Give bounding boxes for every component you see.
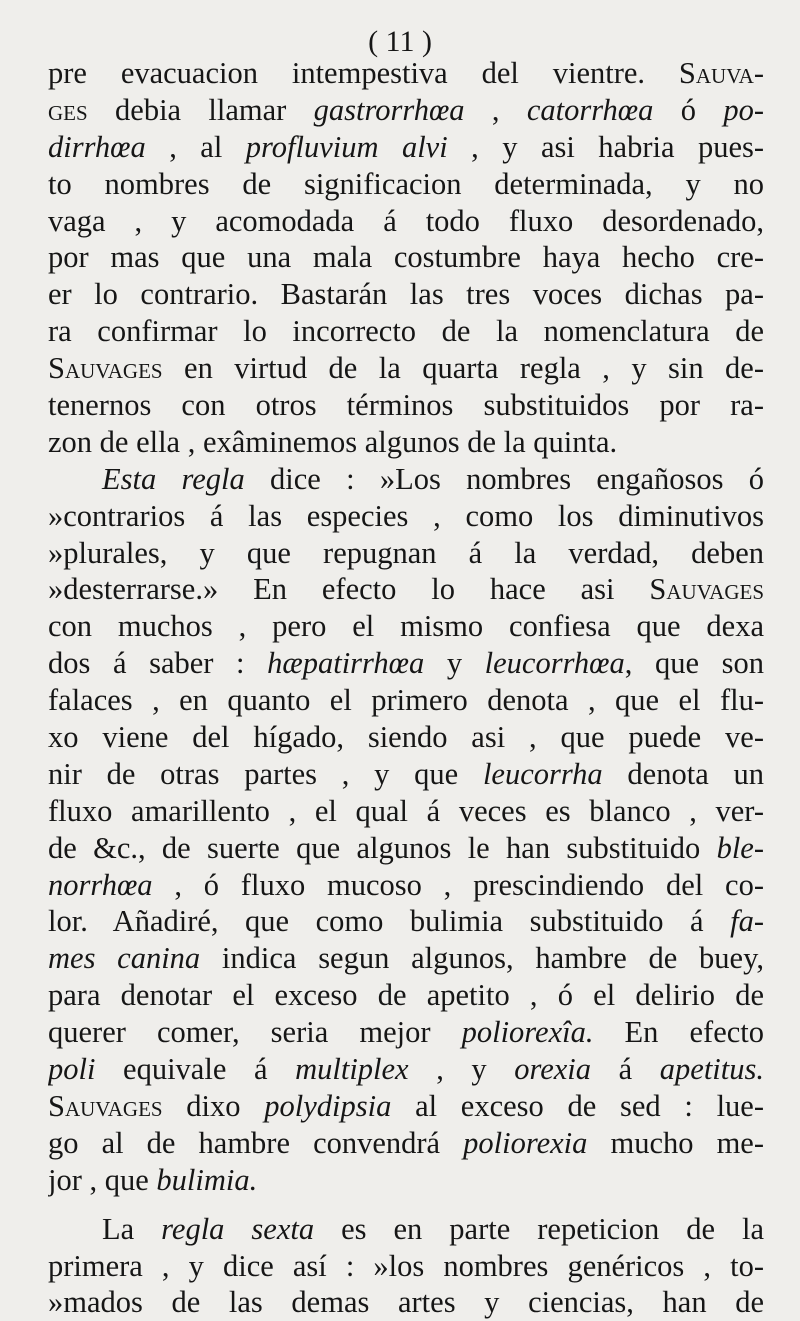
text-line: »desterrarse.» En efecto lo hace asi Sauvages	[48, 572, 764, 607]
body-text	[48, 55, 764, 1321]
text-line: querer comer, seria mejor poliorexîa. En efecto	[48, 1015, 764, 1050]
text-line: Sauvages en virtud de la quarta regla , y sin de-	[48, 351, 764, 386]
text-line: »plurales, y que repugnan á la verdad, deben	[48, 535, 764, 570]
text-line: La regla sexta es en parte repeticion de la	[102, 1211, 764, 1246]
text-line: falaces , en quanto el primero denota , que el flu-	[48, 683, 764, 718]
text-line: lor. Añadiré, que como bulimia substituido á fa-	[48, 904, 764, 939]
text-line: Sauvages dixo polydipsia al exceso de sed : lue-	[48, 1088, 764, 1123]
text-line: ges debia llamar gastrorrhœa , catorrhœa ó po-	[48, 92, 764, 127]
text-line: mes canina indica segun algunos, hambre de buey,	[48, 941, 764, 976]
text-line: »contrarios á las especies , como los diminutivos	[48, 498, 764, 533]
text-line: con muchos , pero el mismo confiesa que dexa	[48, 609, 764, 644]
text-line: er lo contrario. Bastarán las tres voces dichas pa-	[48, 277, 764, 312]
text-line: »mados de las demas artes y ciencias, han de	[48, 1285, 764, 1320]
text-line: poli equivale á multiplex , y orexia á apetitus.	[48, 1052, 764, 1087]
text-line: dirrhœa , al profluvium alvi , y asi habria pues-	[48, 129, 764, 164]
text-line: primera , y dice así : »los nombres genéricos , to-	[48, 1248, 764, 1283]
text-line: tenernos con otros términos substituidos por ra-	[48, 388, 764, 423]
text-line: nir de otras partes , y que leucorrha denota un	[48, 756, 764, 791]
text-line: ra confirmar lo incorrecto de la nomenclatura de	[48, 314, 764, 349]
text-line: to nombres de significacion determinada, y no	[48, 166, 764, 201]
page-number: ( 11 )	[368, 25, 432, 58]
text-line: dos á saber : hæpatirrhœa y leucorrhœa, que son	[48, 646, 764, 681]
text-line: go al de hambre convendrá poliorexia mucho me-	[48, 1125, 764, 1160]
text-line: Esta regla dice : »Los nombres engañosos ó	[102, 461, 764, 496]
text-line: para denotar el exceso de apetito , ó el delirio de	[48, 978, 764, 1013]
text-line: jor , que bulimia.	[48, 1162, 258, 1197]
text-line: vaga , y acomodada á todo fluxo desordenado,	[48, 203, 764, 238]
text-line: xo viene del hígado, siendo asi , que puede ve-	[48, 720, 764, 755]
text-line: pre evacuacion intempestiva del vientre. Sauva-	[48, 56, 764, 90]
text-line: zon de ella , exâminemos algunos de la quinta.	[48, 424, 618, 459]
text-line: de &c., de suerte que algunos le han substituido ble-	[48, 830, 764, 865]
text-line: fluxo amarillento , el qual á veces es blanco , ver-	[48, 793, 764, 828]
text-line: norrhœa , ó fluxo mucoso , prescindiendo del co-	[48, 867, 764, 902]
text-line: por mas que una mala costumbre haya hecho cre-	[48, 240, 764, 275]
